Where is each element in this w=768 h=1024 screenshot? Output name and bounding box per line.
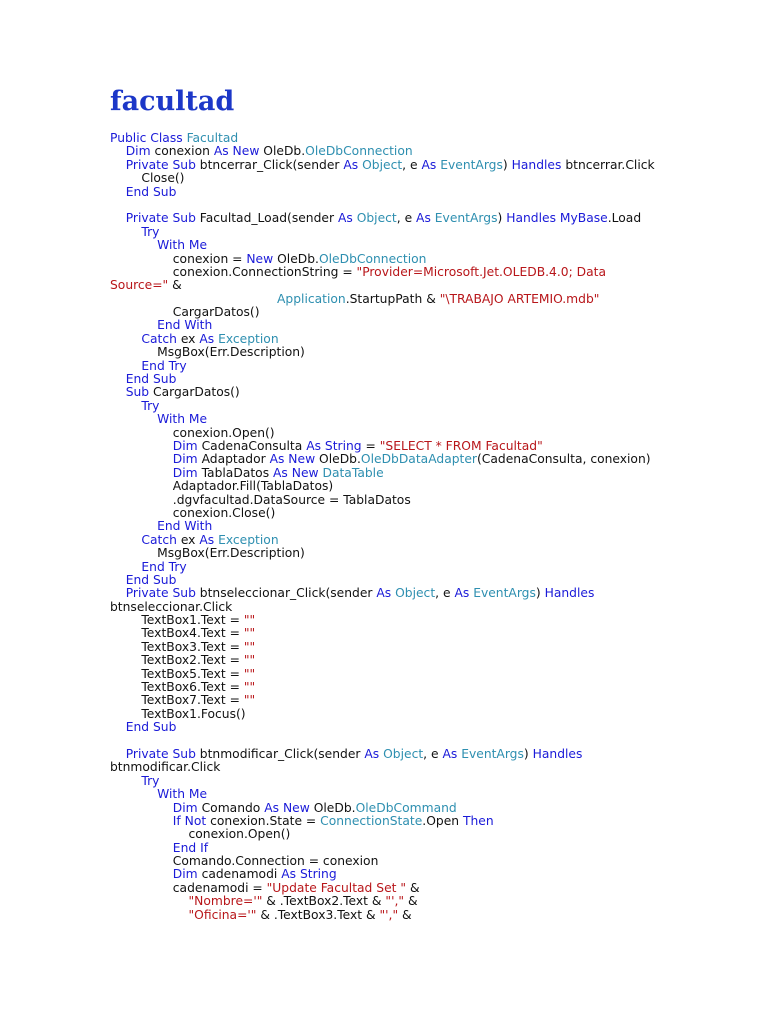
code-token: ex xyxy=(180,532,200,547)
code-token: TextBox5.Text = xyxy=(141,666,244,681)
code-line xyxy=(110,775,750,788)
code-token: As New xyxy=(264,800,314,815)
code-token: Try xyxy=(141,398,160,413)
code-token: btncerrar.Click xyxy=(565,157,655,172)
code-token: Facultad_Load(sender xyxy=(199,211,338,226)
code-token: "Nombre='" xyxy=(188,894,263,909)
code-token: , e xyxy=(402,157,422,172)
code-line xyxy=(110,842,750,855)
code-line xyxy=(110,534,750,547)
code-line xyxy=(110,145,750,158)
code-token: & xyxy=(398,907,412,922)
code-token: "\TRABAJO ARTEMIO.mdb" xyxy=(439,291,600,306)
code-token: Source=" xyxy=(110,278,169,293)
code-token: Sub xyxy=(125,385,154,400)
code-line xyxy=(110,186,750,199)
code-token: OleDbCommand xyxy=(355,800,457,815)
code-line xyxy=(110,641,750,654)
code-token: ) xyxy=(535,586,545,601)
code-line xyxy=(110,614,750,627)
code-token: Dim xyxy=(172,438,202,453)
code-token: OleDb. xyxy=(263,144,306,159)
code-token: conexion.State = xyxy=(210,813,321,828)
code-token: Adaptador xyxy=(201,452,270,467)
code-token: As xyxy=(421,157,441,172)
code-token: "Oficina='" xyxy=(188,907,257,922)
code-token: , e xyxy=(396,211,417,226)
code-token: Private Sub xyxy=(125,157,200,172)
code-token: "Provider=Microsoft.Jet.OLEDB.4.0; Data xyxy=(356,264,607,279)
code-line xyxy=(110,494,750,507)
code-token: As xyxy=(199,532,219,547)
code-line xyxy=(110,467,750,480)
code-line xyxy=(110,480,750,493)
code-token: ) xyxy=(523,746,533,761)
code-token: Exception xyxy=(218,331,279,346)
code-token: (CadenaConsulta, conexion) xyxy=(477,452,651,467)
code-token: btnmodificar_Click(sender xyxy=(199,746,365,761)
code-line xyxy=(110,507,750,520)
code-token: End Try xyxy=(141,358,187,373)
code-line xyxy=(110,802,750,815)
code-token: With Me xyxy=(157,238,208,253)
code-token: Handles xyxy=(544,586,595,601)
code-token: Try xyxy=(141,773,160,788)
code-token: OleDb. xyxy=(319,452,361,467)
code-token: TablaDatos xyxy=(201,465,274,480)
code-token: cadenamodi xyxy=(201,867,282,882)
code-token: & .TextBox2.Text & xyxy=(262,894,386,909)
code-line xyxy=(110,239,750,252)
code-token: = xyxy=(365,438,380,453)
code-token: TextBox7.Text = xyxy=(141,693,244,708)
code-token: Then xyxy=(462,813,494,828)
code-token: ConnectionState xyxy=(320,813,423,828)
code-token: Object xyxy=(362,157,403,172)
code-token: As xyxy=(343,157,363,172)
code-token: CargarDatos() xyxy=(153,385,240,400)
code-token: conexion.Close() xyxy=(172,505,276,520)
code-token: Public Class xyxy=(110,131,187,145)
code-token: Handles xyxy=(532,746,583,761)
code-token: TextBox6.Text = xyxy=(141,680,244,695)
code-line xyxy=(110,748,750,761)
code-token: Dim xyxy=(172,465,202,480)
code-token: "" xyxy=(243,653,256,668)
code-line xyxy=(110,587,750,600)
code-token: OleDb. xyxy=(277,251,319,266)
code-token: Catch xyxy=(141,532,181,547)
code-line xyxy=(110,561,750,574)
code-token: OleDbConnection xyxy=(318,251,427,266)
code-token: conexion.ConnectionString = xyxy=(172,264,357,279)
code-token: If Not xyxy=(172,813,211,828)
code-line xyxy=(110,868,750,881)
code-token: End With xyxy=(157,519,213,534)
code-line xyxy=(110,400,750,413)
code-token: Private Sub xyxy=(125,746,200,761)
code-token: Dim xyxy=(172,867,202,882)
code-line xyxy=(110,761,750,774)
code-line xyxy=(110,266,750,279)
code-token: Comando.Connection = conexion xyxy=(172,854,379,869)
code-line xyxy=(110,909,750,922)
code-token: ) xyxy=(497,211,507,226)
code-line xyxy=(110,721,750,734)
document-title: facultad xyxy=(110,86,235,117)
code-line xyxy=(110,855,750,868)
code-token: & xyxy=(406,880,420,895)
code-token: End If xyxy=(172,840,209,855)
code-line xyxy=(110,574,750,587)
code-line xyxy=(110,346,750,359)
code-token: conexion = xyxy=(172,251,247,266)
code-token: TextBox1.Text = xyxy=(141,613,244,628)
code-token: btnseleccionar_Click(sender xyxy=(199,586,377,601)
code-token: , e xyxy=(435,586,455,601)
code-token: EventArgs xyxy=(440,157,503,172)
code-token: Private Sub xyxy=(125,586,200,601)
code-token: OleDb. xyxy=(313,800,356,815)
code-token: EventArgs xyxy=(473,586,536,601)
code-line xyxy=(110,668,750,681)
code-token: Object xyxy=(395,586,436,601)
code-token: Catch xyxy=(141,331,181,346)
code-token: btnmodificar.Click xyxy=(110,760,221,775)
code-token: "'," xyxy=(379,907,399,922)
code-token: btncerrar_Click(sender xyxy=(199,157,344,172)
code-token: As xyxy=(416,211,435,226)
code-token: End Sub xyxy=(125,184,177,199)
code-token: Close() xyxy=(141,171,185,186)
code-token: With Me xyxy=(157,412,208,427)
code-token: "" xyxy=(243,639,256,654)
code-token: As String xyxy=(281,867,337,882)
code-token: MsgBox(Err.Description) xyxy=(157,345,305,360)
code-token: As xyxy=(199,331,219,346)
code-token: "'," xyxy=(385,894,405,909)
code-token: As xyxy=(442,746,462,761)
code-token: conexion.Open() xyxy=(188,827,291,842)
code-line xyxy=(110,132,750,145)
code-token: Object xyxy=(383,746,424,761)
code-token: "Update Facultad Set " xyxy=(266,880,407,895)
code-token: Object xyxy=(356,211,397,226)
code-token: , e xyxy=(423,746,443,761)
code-token: Adaptador.Fill(TablaDatos) xyxy=(172,479,334,494)
code-token: TextBox4.Text = xyxy=(141,626,244,641)
code-token: Private Sub xyxy=(125,211,200,226)
code-token: As New xyxy=(269,452,320,467)
code-token: As xyxy=(376,586,396,601)
code-listing xyxy=(110,132,750,922)
code-token: End With xyxy=(157,318,213,333)
code-line xyxy=(110,319,750,332)
code-line xyxy=(110,882,750,895)
code-token: TextBox3.Text = xyxy=(141,639,244,654)
code-line xyxy=(110,386,750,399)
code-line xyxy=(110,279,750,292)
code-token: cadenamodi = xyxy=(172,880,267,895)
code-line xyxy=(110,440,750,453)
code-token: Dim xyxy=(172,452,202,467)
code-token: .dgvfacultad.DataSource = TablaDatos xyxy=(172,492,411,507)
code-line xyxy=(110,253,750,266)
code-line xyxy=(110,453,750,466)
code-line xyxy=(110,413,750,426)
code-token: OleDbConnection xyxy=(305,144,413,159)
code-line xyxy=(110,547,750,560)
code-token: conexion xyxy=(154,144,214,159)
code-line xyxy=(110,226,750,239)
code-token: DataTable xyxy=(322,465,384,480)
code-line xyxy=(110,828,750,841)
code-token: EventArgs xyxy=(434,211,498,226)
code-token: Facultad xyxy=(186,131,239,145)
code-line xyxy=(110,654,750,667)
code-token: ex xyxy=(180,331,200,346)
code-token: As New xyxy=(213,144,264,159)
code-line xyxy=(110,520,750,533)
code-token: .Open xyxy=(422,813,463,828)
code-token: Try xyxy=(141,224,160,239)
code-line xyxy=(110,815,750,828)
code-line xyxy=(110,427,750,440)
code-token: With Me xyxy=(157,787,208,802)
code-token: btnseleccionar.Click xyxy=(110,599,233,614)
code-line xyxy=(110,708,750,721)
code-token: As String xyxy=(306,438,366,453)
code-token: conexion.Open() xyxy=(172,425,275,440)
code-line xyxy=(110,360,750,373)
code-token: & .TextBox3.Text & xyxy=(256,907,380,922)
code-token: CadenaConsulta xyxy=(201,438,307,453)
code-token: ) xyxy=(502,157,512,172)
code-token: Dim xyxy=(125,144,155,159)
code-token: "" xyxy=(243,680,256,695)
code-token: As xyxy=(364,746,384,761)
code-token: EventArgs xyxy=(461,746,524,761)
code-token: End Try xyxy=(141,559,187,574)
code-token: Exception xyxy=(218,532,279,547)
code-token: .Load xyxy=(607,211,642,226)
code-token: End Sub xyxy=(125,572,177,587)
code-line xyxy=(110,172,750,185)
code-token: & xyxy=(168,278,182,293)
code-line xyxy=(110,199,750,212)
code-line xyxy=(110,681,750,694)
code-line xyxy=(110,895,750,908)
code-line xyxy=(110,735,750,748)
code-line xyxy=(110,788,750,801)
code-token: "" xyxy=(243,666,256,681)
code-line xyxy=(110,333,750,346)
code-line xyxy=(110,694,750,707)
code-line xyxy=(110,373,750,386)
code-token: Application xyxy=(277,291,346,306)
code-token: .StartupPath & xyxy=(345,291,440,306)
code-token: & xyxy=(404,894,418,909)
code-token: OleDbDataAdapter xyxy=(360,452,477,467)
code-line xyxy=(110,306,750,319)
code-line xyxy=(110,293,750,306)
code-token: Handles MyBase xyxy=(506,211,608,226)
code-token: "" xyxy=(243,613,256,628)
code-token: "SELECT * FROM Facultad" xyxy=(379,438,543,453)
code-token: Comando xyxy=(201,800,265,815)
code-token: End Sub xyxy=(125,372,177,387)
code-token: Handles xyxy=(511,157,566,172)
code-token: As xyxy=(337,211,357,226)
code-token: MsgBox(Err.Description) xyxy=(157,546,305,561)
code-token: "" xyxy=(243,693,256,708)
code-token: End Sub xyxy=(125,720,177,735)
code-line xyxy=(110,627,750,640)
code-token: TextBox2.Text = xyxy=(141,653,244,668)
code-line xyxy=(110,159,750,172)
code-token: As xyxy=(454,586,474,601)
code-token: TextBox1.Focus() xyxy=(141,706,246,721)
code-token: "" xyxy=(243,626,256,641)
code-token: CargarDatos() xyxy=(172,305,260,320)
code-token: Dim xyxy=(172,800,202,815)
code-line xyxy=(110,212,750,225)
code-token: As New xyxy=(273,465,323,480)
code-token: New xyxy=(246,251,278,266)
code-line xyxy=(110,601,750,614)
